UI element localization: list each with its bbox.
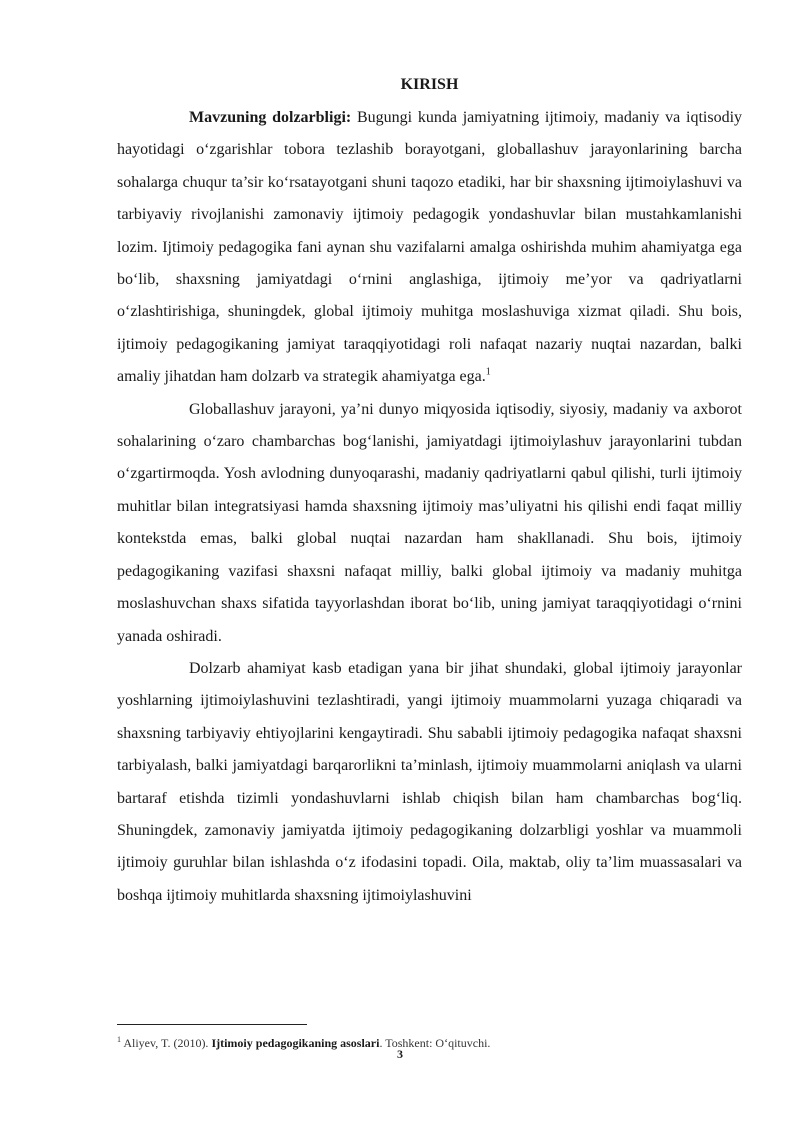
- section-heading: KIRISH: [400, 76, 459, 93]
- footnote-suffix: . Toshkent: O‘qituvchi.: [379, 1036, 491, 1050]
- paragraph-lead: Mavzuning dolzarbligi:: [189, 109, 352, 126]
- paragraph-importance: Dolzarb ahamiyat kasb etadigan yana bir jihat shundaki, global ijtimoiy jarayonlar yoshlarning ijtimoiylashuvini tezlashtiradi, yangi ijtimoiy muammolarni yuzaga chiqaradi va shaxsning tarbiyaviy ehtiyojlarini kengaytiradi. Shu sababli ijtimoiy pedagogika nafaqat shaxsni tarbiyalash, balki jamiyatdagi barqarorlikni ta’minlash, ijtimoiy muammolarni aniqlash va ularni bartaraf etishda tizimli yondashuvlarni ishlab chiqish bilan ham chambarchas bog‘liq. Shuningdek, zamonaviy jamiyatda ijtimoiy pedagogikaning dolzarbligi yoshlar va muammoli ijtimoiy guruhlar bilan ishlashda o‘z ifodasini topadi. Oila, maktab, oliy ta’lim muassasalari va boshqa ijtimoiy muhitlarda shaxsning ijtimoiylashuvini: [117, 659, 742, 904]
- paragraph-relevance: [117, 102, 742, 394]
- paragraph-globalization: Globallashuv jarayoni, ya’ni dunyo miqyosida iqtisodiy, siyosiy, madaniy va axborot sohalarining o‘zaro chambarchas bog‘lanishi, jamiyatdagi ijtimoiylashuv jarayonlarini tubdan o‘zgartirmoqda. Yosh avlodning dunyoqarashi, madaniy qadriyatlarni qabul qilishi, turli ijtimoiy muhitlar bilan integratsiyasi hamda shaxsning ijtimoiy mas’uliyatni his qilishi endi faqat milliy kontekstda emas, balki global nuqtai nazardan ham shakllanadi. Shu bois, ijtimoiy pedagogikaning vazifasi shaxsni nafaqat milliy, balki global ijtimoiy va madaniy muhitga moslashuvchan shaxs sifatida tayyorlashdan iborat bo‘lib, uning jamiyat taraqqiyotidagi o‘rnini yanada oshiradi.: [117, 400, 742, 645]
- footnote-number: 1: [117, 1035, 121, 1044]
- page-number: 3: [397, 1047, 403, 1061]
- footnote-prefix: Aliyev, T. (2010).: [121, 1036, 212, 1050]
- footnote-reference[interactable]: 1: [485, 366, 491, 378]
- paragraph-text: Bugungi kunda jamiyatning ijtimoiy, madaniy va iqtisodiy hayotidagi o‘zgarishlar tobora tezlashib borayotgani, globallashuv jarayonlarining barcha sohalarga chuqur ta’sir ko‘rsatayotgani shuni taqozo etadiki, har bir shaxsning ijtimoiylashuvi va tarbiyaviy rivojlanishi zamonaviy ijtimoiy pedagogik yondashuvlar bilan mustahkamlanishi lozim. Ijtimoiy pedagogika fani aynan shu vazifalarni amalga oshirishda muhim ahamiyatga ega bo‘lib, shaxsning jamiyatdagi o‘rnini anglashiga, ijtimoiy me’yor va qadriyatlarni o‘zlashtirishiga, shuningdek, global ijtimoiy muhitga moslashuviga xizmat qiladi. Shu bois, ijtimoiy pedagogikaning jamiyat taraqqiyotidagi roli nafaqat nazariy nuqtai nazardan, balki amaliy jihatdan ham dolzarb va strategik ahamiyatga ega.: [117, 109, 743, 386]
- footnote-divider: [117, 1024, 307, 1025]
- document-body: [117, 74, 742, 912]
- footnote-title: Ijtimoiy pedagogikaning asoslari: [211, 1036, 380, 1050]
